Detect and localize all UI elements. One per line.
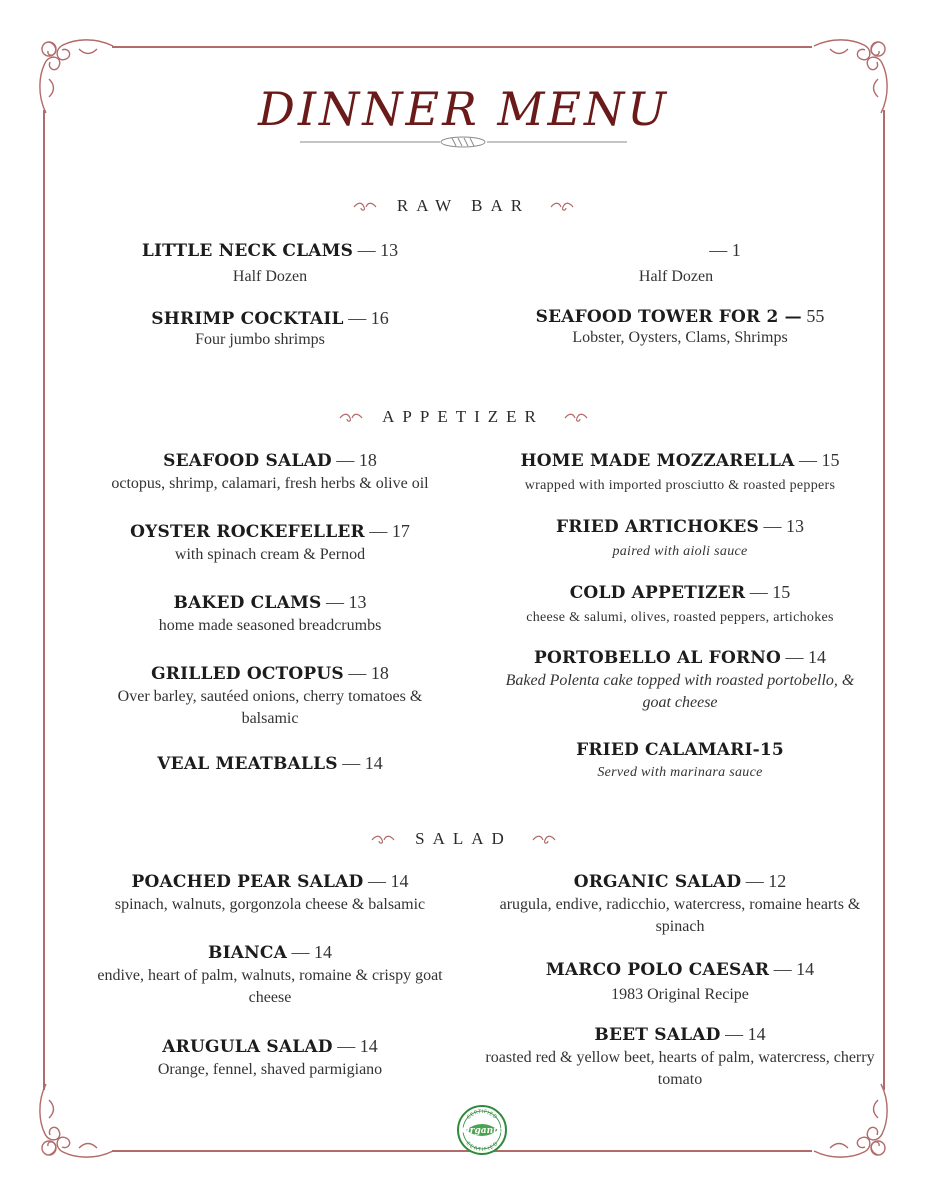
item-description: arugula, endive, radicchio, watercress, romaine hearts & spinach — [499, 896, 861, 935]
item-name: PORTOBELLO AL FORNO — [533, 648, 782, 668]
item-description: spinach, walnuts, gorgonzola cheese & balsamic — [114, 896, 426, 913]
section-heading-label: SALAD — [415, 829, 512, 848]
item-description: cheese & salumi, olives, roasted peppers, artichokes — [526, 610, 834, 625]
item-name: FRIED CALAMARI-15 — [576, 740, 784, 760]
section-heading-salad — [0, 829, 927, 849]
item-name: HOME MADE MOZZARELLA — [520, 451, 795, 471]
item-name: LITTLE NECK CLAMS — [141, 241, 354, 261]
item-description: Served with marinara sauce — [597, 765, 763, 780]
menu-item-raw-bar-2 — [490, 240, 870, 288]
menu-item-seafood-salad — [60, 450, 480, 495]
scroll-ornament-icon — [532, 835, 556, 845]
menu-item-bianca — [70, 942, 470, 1009]
item-price: — 12 — [741, 871, 787, 891]
item-price: — 14 — [363, 871, 409, 891]
item-description: Lobster, Oysters, Clams, Shrimps — [572, 329, 788, 346]
item-name: POACHED PEAR SALAD — [131, 872, 364, 892]
item-price: — 15 — [794, 450, 840, 470]
frame-top-line — [112, 46, 812, 48]
section-heading-appetizer — [0, 407, 927, 427]
item-description: wrapped with imported prosciutto & roasted peppers — [524, 478, 836, 493]
scroll-ornament-icon — [353, 202, 377, 212]
section-heading-label: APPETIZER — [382, 407, 544, 426]
menu-item-beet-salad — [480, 1024, 880, 1091]
item-price: — 14 — [781, 647, 827, 667]
item-name: GRILLED OCTOPUS — [151, 664, 344, 684]
menu-item-home-made-mozzarella — [470, 450, 890, 497]
menu-item-shrimp-cocktail — [80, 308, 460, 351]
item-description: endive, heart of palm, walnuts, romaine & crispy goat cheese — [97, 967, 443, 1006]
frame-left-line — [43, 110, 45, 1090]
item-price: — 14 — [286, 942, 332, 962]
menu-item-organic-salad — [480, 871, 880, 938]
item-price: — 14 — [769, 959, 815, 979]
item-description: Baked Polenta cake topped with roasted portobello, & goat cheese — [505, 672, 855, 711]
scroll-ornament-icon — [550, 202, 574, 212]
badge-center-text: Organic — [461, 1126, 503, 1136]
menu-item-cold-appetizer — [470, 582, 890, 629]
menu-item-grilled-octopus — [80, 663, 460, 730]
menu-item-marco-polo-caesar — [480, 959, 880, 1006]
scroll-ornament-icon — [339, 413, 363, 423]
item-description: Over barley, sautéed onions, cherry tomatoes & balsamic — [117, 688, 423, 727]
item-name: SHRIMP COCKTAIL — [151, 309, 344, 329]
menu-item-arugula-salad — [60, 1036, 480, 1081]
item-description: with spinach cream & Pernod — [174, 546, 366, 563]
item-name: SEAFOOD SALAD — [163, 451, 332, 471]
item-description: Four jumbo shrimps — [195, 331, 325, 348]
organic-certified-badge-icon — [456, 1104, 508, 1156]
scroll-ornament-icon — [564, 413, 588, 423]
menu-item-little-neck-clams — [80, 240, 460, 288]
menu-item-poached-pear-salad — [60, 871, 480, 916]
item-description: home made seasoned breadcrumbs — [158, 617, 382, 634]
item-name: BEET SALAD — [594, 1025, 721, 1045]
item-description: roasted red & yellow beet, hearts of palm, watercress, cherry tomato — [485, 1049, 875, 1088]
menu-item-fried-calamari — [470, 739, 890, 784]
badge-top-text: CERTIFIED — [465, 1108, 499, 1121]
item-name: SEAFOOD TOWER FOR 2 — — [535, 307, 802, 327]
menu-item-fried-artichokes — [470, 516, 890, 563]
item-name: ORGANIC SALAD — [573, 872, 742, 892]
scroll-ornament-icon — [371, 835, 395, 845]
item-description: paired with aioli sauce — [612, 544, 748, 559]
item-price: — 1 — [709, 240, 741, 260]
item-description: Half Dozen — [232, 268, 308, 285]
title-divider — [300, 132, 627, 152]
item-price: — 13 — [321, 592, 367, 612]
item-price: — 17 — [364, 521, 410, 541]
section-heading-label: RAW BAR — [396, 196, 531, 215]
menu-item-portobello-al-forno — [490, 647, 870, 714]
item-name: BAKED CLAMS — [173, 593, 322, 613]
item-name: ARUGULA SALAD — [162, 1037, 333, 1057]
item-price: — 16 — [343, 308, 389, 328]
item-price: — 15 — [745, 582, 791, 602]
item-price: — 13 — [759, 516, 804, 536]
item-price: — 13 — [353, 240, 399, 260]
item-description: Orange, fennel, shaved parmigiano — [157, 1061, 383, 1078]
corner-ornament-bottom-left — [35, 1072, 125, 1162]
item-name: VEAL MEATBALLS — [157, 754, 338, 774]
badge-bottom-text: CERTIFIED — [464, 1140, 500, 1154]
item-name: MARCO POLO CAESAR — [545, 960, 770, 980]
item-price: — 18 — [343, 663, 389, 683]
item-price: — 14 — [332, 1036, 378, 1056]
item-name: COLD APPETIZER — [569, 583, 746, 603]
item-price: 55 — [801, 306, 825, 326]
item-description: octopus, shrimp, calamari, fresh herbs & olive oil — [111, 475, 429, 492]
item-description: Half Dozen — [638, 268, 714, 285]
item-description: 1983 Original Recipe — [611, 986, 749, 1003]
menu-item-oyster-rockefeller — [60, 521, 480, 566]
menu-item-veal-meatballs — [60, 753, 480, 774]
menu-item-baked-clams — [60, 592, 480, 637]
item-name: OYSTER ROCKEFELLER — [130, 522, 365, 542]
menu-item-seafood-tower — [490, 306, 870, 349]
menu-title: DINNER MENU — [257, 82, 670, 136]
section-heading-raw-bar — [0, 196, 927, 216]
item-price: — 14 — [337, 753, 383, 773]
item-name: FRIED ARTICHOKES — [556, 517, 759, 537]
item-price: — 14 — [720, 1024, 766, 1044]
item-name: BIANCA — [208, 943, 287, 963]
item-price: — 18 — [331, 450, 377, 470]
